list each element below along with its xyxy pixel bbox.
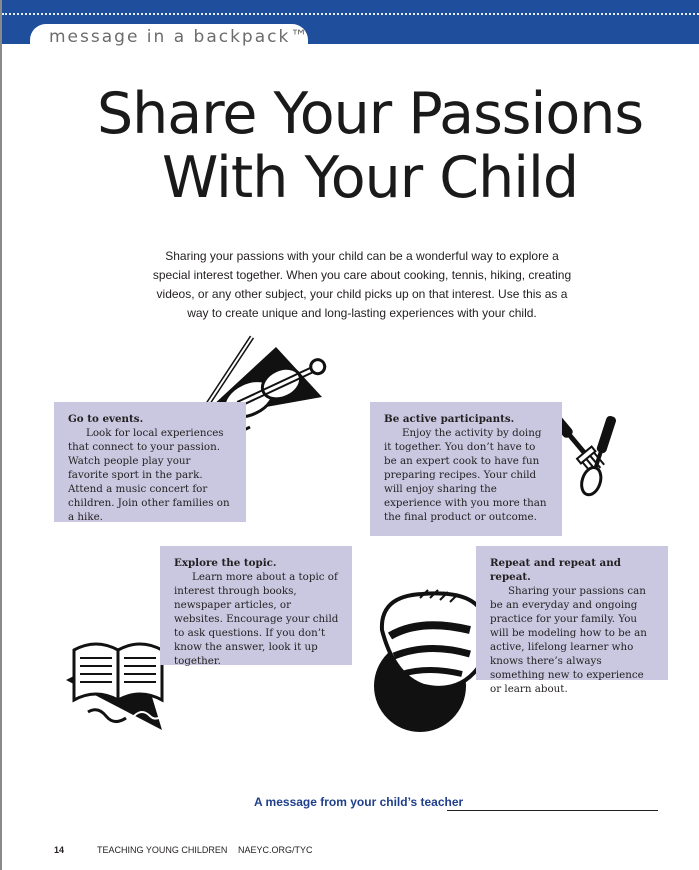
page-title bbox=[70, 82, 670, 210]
publication-url: NAEYC.ORG/TYC bbox=[238, 845, 313, 855]
teacher-message-label: A message from your child’s teacher bbox=[254, 795, 464, 809]
tip-text: Enjoy the activity by doing it together. You don’t have to be an expert cook to have fun preparing recipes. Your child will enjoy sharing the experience with you more than the final product or outcome. bbox=[384, 427, 547, 523]
tip-box-repeat bbox=[476, 546, 668, 695]
signature-line bbox=[447, 810, 658, 811]
baseball-glove-icon bbox=[368, 586, 488, 734]
intro-paragraph: Sharing your passions with your child can be a wonderful way to explore a special interest together. When you care about cooking, tennis, hiking, creating videos, or any other subject, your child picks up on that interest. Use this as a way to create unique and long-lasting experiences with your child. bbox=[152, 249, 572, 320]
page-edge-rule bbox=[0, 0, 2, 870]
tip-heading: Repeat and repeat and repeat. bbox=[490, 557, 621, 583]
tip-box-explore-the-topic bbox=[160, 546, 352, 665]
title-line-2: With Your Child bbox=[161, 145, 579, 211]
tip-heading: Go to events. bbox=[68, 413, 144, 425]
title-line-1: Share Your Passions bbox=[96, 81, 644, 147]
tip-text: Look for local experiences that connect to your passion. Watch people play your favorite sport in the park. Attend a music concert for children. Join other families on a hike. bbox=[68, 427, 230, 523]
tip-text: Learn more about a topic of interest through books, newspaper articles, or websites. Encourage your child to ask questions. If you don’t know the answer, look it up together. bbox=[174, 571, 339, 667]
publication-name: TEACHING YOUNG CHILDREN bbox=[97, 845, 228, 855]
tip-heading: Be active participants. bbox=[384, 413, 515, 425]
tip-box-go-to-events bbox=[54, 402, 246, 522]
tip-text: Sharing your passions can be an everyday and ongoing practice for your family. You will be modeling how to be an active, lifelong learner who knows there’s always something new to experience or learn about. bbox=[490, 585, 647, 695]
page-number: 14 bbox=[54, 845, 65, 855]
tip-box-be-active-participants bbox=[370, 402, 562, 536]
header-tab-label: message in a backpack™ bbox=[49, 27, 310, 47]
tip-heading: Explore the topic. bbox=[174, 557, 277, 569]
